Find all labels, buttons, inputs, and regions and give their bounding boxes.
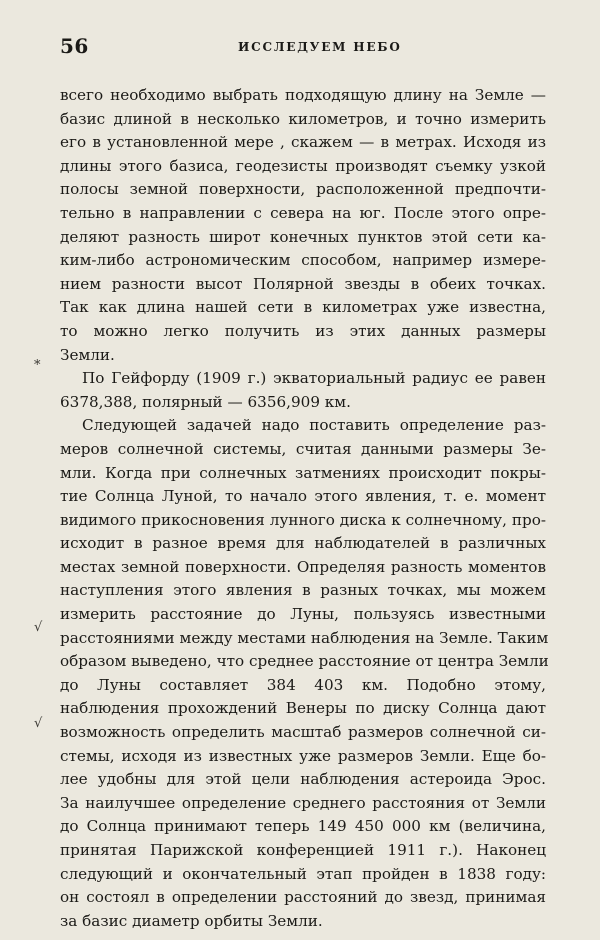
text-line: лее удобны для этой цели наблюдения астероида Эрос.	[60, 770, 546, 789]
margin-mark-asterisk: *	[34, 358, 41, 373]
text-line: За наилучшее определение среднего расстояния от Земли	[60, 793, 546, 812]
text-line: Следующей задачей надо поставить определение раз-	[82, 416, 546, 435]
text-line: измерить расстояние до Луны, пользуясь известными	[60, 605, 546, 624]
text-line: расстояниями между местами наблюдения на Земле. Таким	[60, 628, 549, 647]
text-line: за базис диаметр орбиты Земли.	[60, 911, 323, 930]
text-line: базис длиной в несколько километров, и точно измерить	[60, 109, 546, 128]
text-line: Земли.	[60, 345, 115, 364]
page-header	[60, 34, 546, 62]
text-line: его в установленной мере , скажем — в метрах. Исходя из	[60, 133, 546, 152]
text-line: принятая Парижской конференцией 1911 г.). Наконец	[60, 841, 546, 859]
text-line: то можно легко получить из этих данных размеры	[60, 321, 546, 340]
text-line: длины этого базиса, геодезисты производят съемку узкой	[60, 156, 546, 175]
text-line: наступления этого явления в разных точках, мы можем	[60, 581, 546, 600]
text-line: полосы земной поверхности, расположенной предпочти-	[60, 180, 546, 199]
text-line: мли. Когда при солнечных затмениях происходит покры-	[60, 463, 546, 482]
margin-mark-check: √	[34, 620, 43, 635]
text-line: местах земной поверхности. Определяя разность моментов	[60, 557, 546, 576]
text-line: возможность определить масштаб размеров солнечной си-	[60, 723, 546, 742]
text-line: деляют разность широт конечных пунктов этой сети ка-	[60, 227, 546, 246]
text-line: следующий и окончательный этап пройден в 1838 году:	[60, 864, 546, 883]
text-line: образом выведено, что среднее расстояние от центра Земли	[60, 652, 549, 671]
text-line: исходит в разное время для наблюдателей в различных	[60, 534, 546, 553]
text-line: стемы, исходя из известных уже размеров Земли. Еще бо-	[60, 746, 546, 765]
text-line: 6378,388, полярный — 6356,909 км.	[60, 392, 351, 411]
text-line: наблюдения прохождений Венеры по диску Солнца дают	[60, 699, 546, 718]
text-line: меров солнечной системы, считая данными размеры Зе-	[60, 439, 546, 458]
text-line: он состоял в определении расстояний до звезд, принимая	[60, 888, 546, 907]
running-title: ИССЛЕДУЕМ НЕБО	[238, 40, 402, 54]
text-line: По Гейфорду (1909 г.) экваториальный радиус ее равен	[82, 369, 546, 388]
text-line: до Луны составляет 384 403 км. Подобно этому,	[60, 675, 546, 694]
margin-mark-check: √	[34, 716, 43, 731]
text-line: тельно в направлении с севера на юг. После этого опре-	[60, 203, 546, 222]
text-line: нием разности высот Полярной звезды в обеих точках.	[60, 274, 546, 293]
text-line: ким-либо астрономическим способом, например измере-	[60, 251, 546, 270]
page-number: 56	[60, 34, 89, 58]
body-text	[60, 84, 549, 933]
text-line: всего необходимо выбрать подходящую длину на Земле —	[60, 86, 546, 104]
text-line: до Солнца принимают теперь 149 450 000 км (величина,	[60, 817, 546, 836]
text-line: видимого прикосновения лунного диска к солнечному, про-	[60, 510, 546, 529]
text-line: тие Солнца Луной, то начало этого явления, т. е. момент	[60, 487, 546, 506]
text-line: Так как длина нашей сети в километрах уже известна,	[60, 298, 546, 317]
